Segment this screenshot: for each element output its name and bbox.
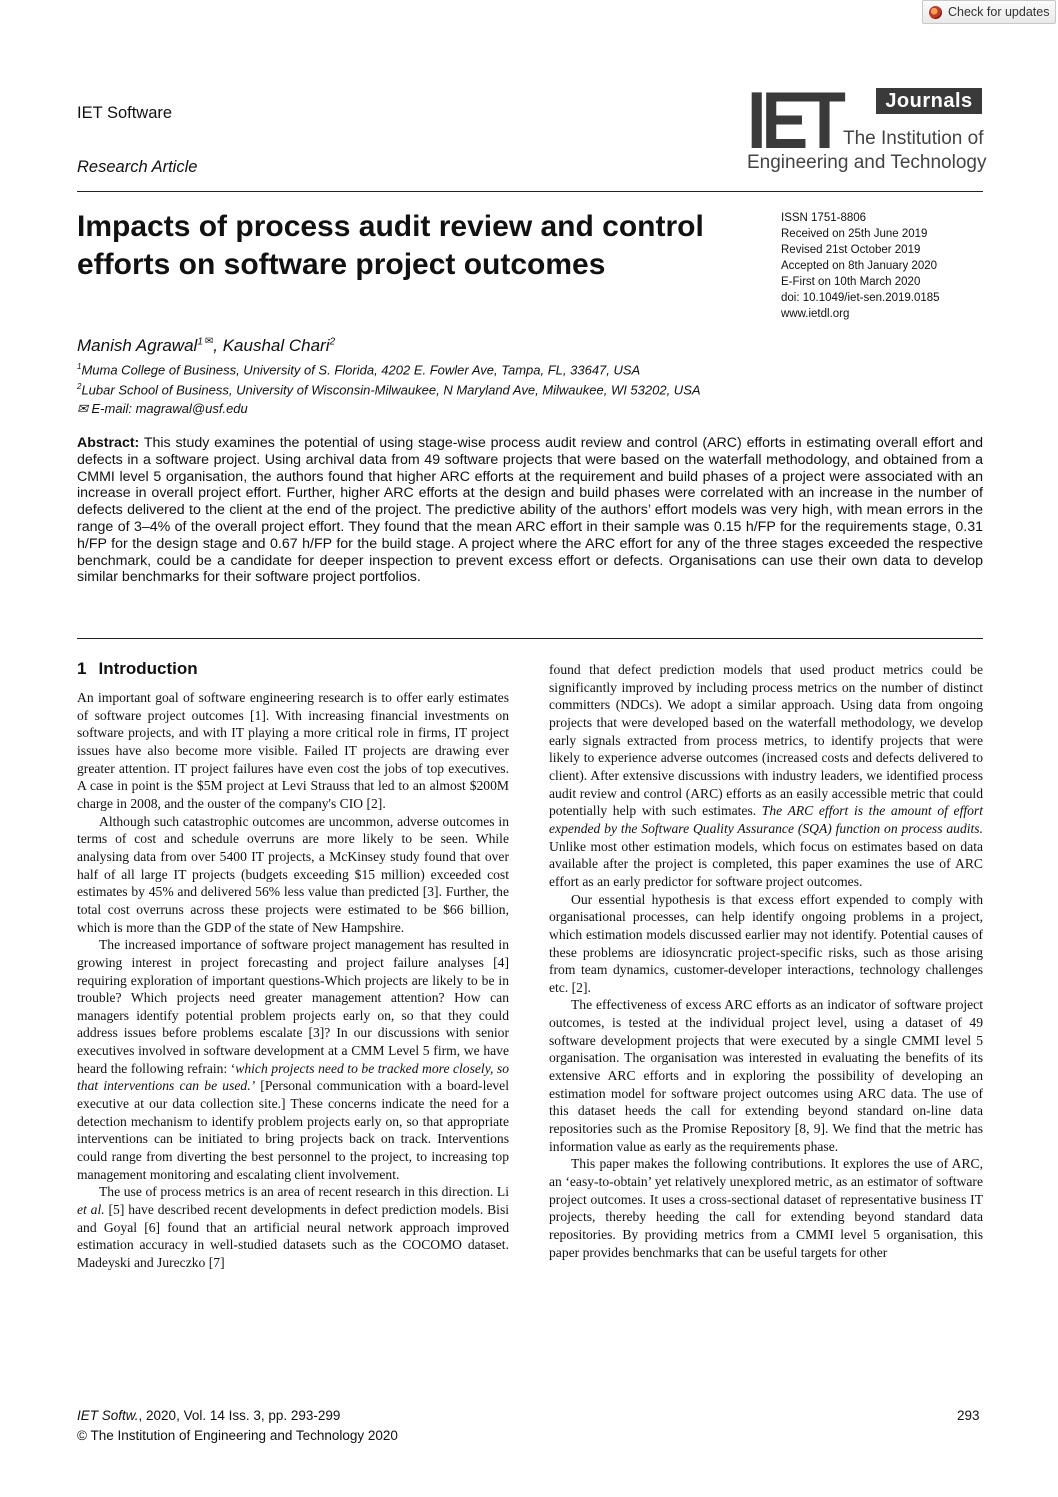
affiliation-1 — [77, 362, 640, 377]
website: www.ietdl.org — [781, 308, 850, 320]
author-list — [77, 336, 335, 356]
page-number: 293 — [957, 1408, 980, 1423]
article-type: Research Article — [77, 158, 198, 176]
quote-text: which projects need to be tracked more closely, so that interventions can be used.’ — [77, 1060, 510, 1094]
issn: ISSN 1751-8806 — [781, 212, 867, 224]
section-heading — [77, 659, 210, 679]
journal-abbreviation: IET Softw. — [77, 1408, 139, 1423]
affiliation-text: Lubar School of Business, University of Wisconsin-Milwaukee, N Maryland Ave, Milwaukee, WI 53202, USA — [81, 382, 701, 398]
abstract-text: This study examines the potential of using stage-wise process audit review and control (ARC) efforts in estimating overall effort and defects in a software project. Using archival data from 49 software projects that were based on the waterfall methodology, and obtained from a CMMI level 5 organisation, the authors found that higher ARC efforts at the requirement and build phases of a project were associated with an increase in overall project effort. Further, higher ARC efforts at the design and build phases were correlated with an increase in the number of defects delivered to the client at the end of the project. The predictive ability of the authors’ effort models was very high, with mean errors in the range of 3–4% of the overall project effort. They found that the mean ARC effort in their sample was 0.15 h/FP for the requirements stage, 0.31 h/FP for the design stage and 0.67 h/FP for the build stage. A project where the ARC effort for any of the three stages exceeded the respective benchmark, could be a candidate for deeper inspection to prevent excess effort or defects. Organisations can use their own data to develop similar benchmarks for their software project portfolios. — [77, 435, 984, 586]
abstract — [77, 435, 983, 586]
paragraph: An important goal of software engineering research is to offer early estimates of software project outcomes [1]. With increasing financial investments on software projects, and with IT playing a more critical role in firms, IT project issues have also become more visible. Failed IT projects are drawing ever greater attention. IT project failures have even cost the jobs of top executives. A case in point is the $5M project at Levi Strauss that led to an almost $200M charge in 2008, and the ouster of the company's CIO [2]. — [77, 690, 509, 811]
definition-text: The ARC effort is the amount of effort expended by the Software Quality Assurance (SQA) function on process audits. — [549, 803, 983, 836]
footer-copyright: © The Institution of Engineering and Technology 2020 — [77, 1428, 398, 1443]
author-name: Manish Agrawal — [77, 336, 198, 355]
section-title: Introduction — [98, 659, 198, 678]
footer-citation — [77, 1408, 340, 1423]
iet-journals-logo — [747, 75, 987, 178]
body-column-right — [549, 661, 983, 1261]
paragraph — [77, 1183, 509, 1271]
doi: doi: 10.1049/iet-sen.2019.0185 — [781, 292, 940, 304]
paragraph-text: The increased importance of software project management has resulted in growing interest in project forecasting and project failure analyses [4] requiring exploration of important questions-Which projects are likely to be in trouble? Which projects need greater management attention? How can managers identify potential problem projects early on, so that they could address issues before problems escalate [3]? In our discussions with senior executives involved in software development at a CMM Level 5 firm, we have heard the following refrain: ‘ — [77, 937, 509, 1076]
paragraph-text: Unlike most other estimation models, which focus on estimates based on data available after the project is completed, this paper examines the use of ARC effort as an early predictor for software project outcomes. — [549, 838, 983, 889]
abstract-divider — [77, 638, 983, 639]
paragraph — [549, 661, 983, 891]
logo-institution-line1: The Institution of — [843, 128, 984, 149]
check-for-updates-label: Check for updates — [948, 5, 1050, 19]
paragraph: This paper makes the following contributions. It explores the use of ARC, an ‘easy-to-obtain’ yet relatively unexplored metric, as an estimator of software project outcomes. It uses a cross-sectional dataset of representative business IT projects, thereby heeding the call for extending beyond standard data repositories. By providing metrics from a CMMI level 5 organisation, this paper provides benchmarks that can be useful targets for other — [549, 1156, 983, 1260]
body-column-left — [77, 689, 509, 1272]
logo-institution-line2: Engineering and Technology — [747, 152, 987, 173]
et-al: et al. — [77, 1202, 105, 1218]
paragraph-text: found that defect prediction models that used product metrics could be significantly improved by including process metrics on the number of distinct committers (NDCs). We adopt a similar approach. Using data from ongoing projects that were developed based on the waterfall methodology, we develop early signals extracted from process metrics, to identify projects that were likely to experience adverse outcomes (increased costs and defects delivered to client). After extensive discussions with industry leaders, we identified process audit review and control (ARC) efforts as an easily accessible metric that could potentially help with such estimates. — [549, 662, 983, 819]
article-title: Impacts of process audit review and control efforts on software project outcomes — [77, 210, 704, 281]
corresponding-email: ✉ E-mail: magrawal@usf.edu — [77, 401, 248, 416]
header-divider — [77, 191, 983, 192]
article-metadata — [781, 210, 940, 322]
revised-date: Revised 21st October 2019 — [781, 244, 921, 256]
logo-journals-badge: Journals — [876, 88, 982, 114]
paragraph: Our essential hypothesis is that excess effort expended to comply with organisational processes, can help identify ongoing problems in a project, which estimation models discussed earlier may not identify. Potential causes of these problems are idiosyncratic project-specific risks, such as those arising from team dynamics, customer-developer interactions, technology challenges etc. [2]. — [549, 891, 983, 995]
logo-letters: IET — [747, 75, 841, 166]
affiliation-mark: 2 — [77, 382, 82, 391]
received-date: Received on 25th June 2019 — [781, 228, 928, 240]
e-first-date: E-First on 10th March 2020 — [781, 276, 921, 288]
paragraph-text: [5] have described recent developments in defect prediction models. Bisi and Goyal [6] found that an artificial neural network approach improved estimation accuracy in well-studied datasets such as the COCOMO dataset. Madeyski and Jureczko [7] — [77, 1202, 510, 1270]
check-for-updates-button[interactable] — [922, 0, 1056, 24]
journal-name: IET Software — [77, 104, 173, 122]
accepted-date: Accepted on 8th January 2020 — [781, 260, 938, 272]
section-number: 1 — [77, 659, 87, 678]
envelope-icon: ✉ — [204, 336, 214, 348]
paragraph-text: [Personal communication with a board-level executive at our data collection site.] These concerns indicate the need for a detection mechanism to identify problem projects early on, so that appropriate interventions can be initiated to bring projects back on track. Interventions could range from diverting the best personnel to the project, to increasing top management monitoring and escalating client involvement. — [77, 1078, 509, 1182]
paragraph: The effectiveness of excess ARC efforts as an indicator of software project outcomes, is tested at the individual project level, using a dataset of 49 software development projects that were executed by a single CMMI level 5 organisation. The organisation was interested in evaluating the benefits of its extensive ARC efforts and in exploring the possibility of developing an estimation model for software project outcomes using ARC data. The use of this dataset heeds the call for extending beyond standard on-line data repositories such as the Promise Repository [8, 9]. We find that the metric has information value as early as the requirements phase. — [549, 997, 983, 1154]
author-affiliation-mark: 1 — [197, 336, 203, 348]
paragraph — [77, 936, 509, 1183]
author-name: Kaushal Chari — [222, 336, 330, 355]
affiliation-2 — [77, 382, 701, 397]
author-separator: , — [213, 336, 223, 355]
citation-details: , 2020, Vol. 14 Iss. 3, pp. 293-299 — [138, 1408, 341, 1423]
paragraph: Although such catastrophic outcomes are uncommon, adverse outcomes in terms of cost and schedule overruns are more likely to be seen. While analysing data from over 5400 IT projects, a McKinsey study found that over half of all large IT projects (budgets exceeding $15 million) exceeded cost estimates by 45% and delivered 56% less value than predicted [3]. Further, the total cost overruns across these projects were estimated to be $66 billion, which is more than the GDP of the state of New Hampshire. — [77, 813, 509, 935]
paragraph-text: The use of process metrics is an area of recent research in this direction. Li — [99, 1184, 509, 1200]
abstract-label: Abstract: — [77, 435, 140, 451]
author-affiliation-mark: 2 — [329, 336, 336, 348]
affiliation-mark: 1 — [77, 362, 82, 371]
crossmark-icon — [929, 6, 942, 19]
affiliation-text: Muma College of Business, University of S. Florida, 4202 E. Fowler Ave, Tampa, FL, 33647, USA — [81, 362, 641, 378]
